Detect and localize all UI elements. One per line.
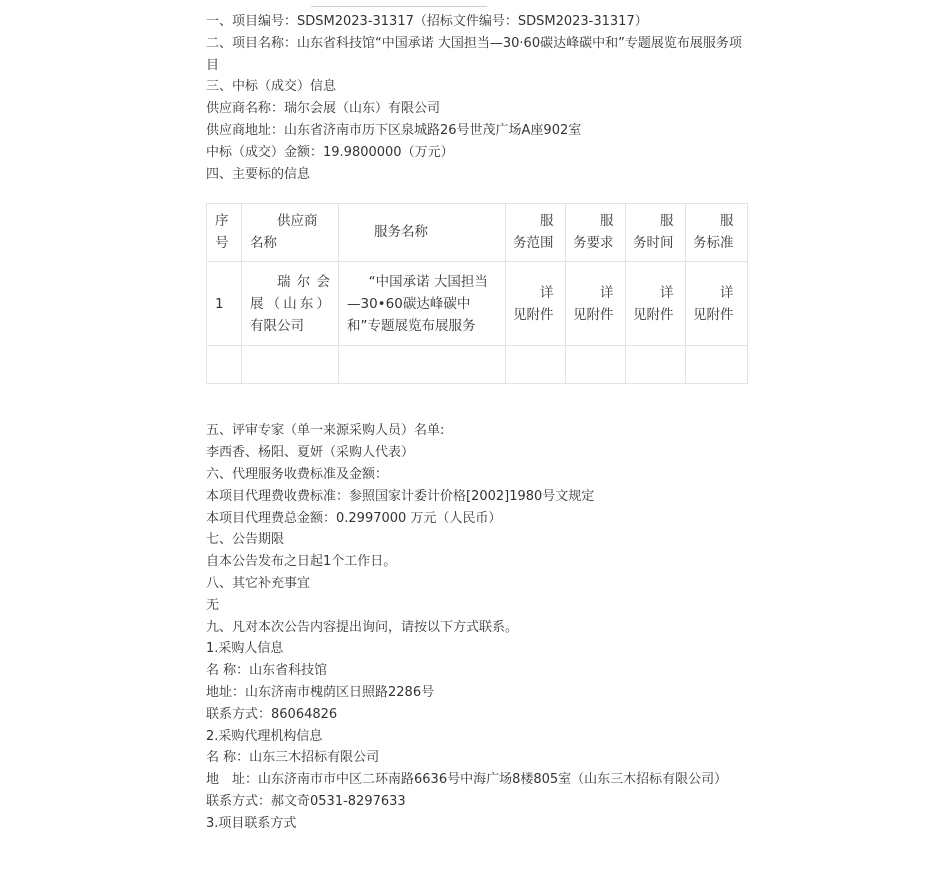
cell-service-time: 详见附件 — [626, 262, 686, 346]
fee-total: 本项目代理费总金额：0.2997000 万元（人民币） — [206, 510, 502, 526]
agency-heading: 2.采购代理机构信息 — [206, 728, 323, 744]
cell-service-name: “中国承诺 大国担当—30•60碳达峰碳中和”专题展览布展服务 — [339, 262, 506, 346]
agency-name: 名 称：山东三木招标有限公司 — [206, 750, 380, 766]
notice-period: 自本公告发布之日起1个工作日。 — [206, 554, 397, 570]
agency-address: 地 址：山东济南市市中区二环南路6636号中海广场8楼805室（山东三木招标有限公司） — [206, 772, 728, 788]
section-experts: 五、评审专家（单一来源采购人员）名单: — [206, 423, 445, 439]
announcement-body — [206, 11, 751, 835]
supplier-name: 供应商名称：瑞尔会展（山东）有限公司 — [206, 101, 441, 117]
purchaser-address: 地址：山东济南市槐荫区日照路2286号 — [206, 684, 435, 700]
experts-list: 李西香、杨阳、夏妍（采购人代表） — [206, 445, 415, 461]
cell-service-standard: 详见附件 — [686, 262, 748, 346]
section-notice-period: 七、公告期限 — [206, 532, 285, 548]
purchaser-name: 名 称：山东省科技馆 — [206, 663, 328, 679]
fee-standard: 本项目代理费收费标准：参照国家计委计价格[2002]1980号文规定 — [206, 488, 595, 504]
section-main-items: 四、主要标的信息 — [206, 166, 311, 182]
header-service-standard: 服务标准 — [686, 204, 748, 262]
cell-supplier: 瑞尔会展（山东）有限公司 — [242, 262, 339, 346]
section-other-matters: 八、其它补充事宜 — [206, 575, 311, 591]
project-number: 一、项目编号：SDSM2023-31317（招标文件编号：SDSM2023-31317） — [206, 14, 648, 29]
section-award-info: 三、中标（成交）信息 — [206, 79, 337, 95]
purchaser-phone: 联系方式：86064826 — [206, 706, 338, 722]
project-name: 二、项目名称：山东省科技馆“中国承诺 大国担当—30·60碳达峰碳中和”专题展览布展服务项目 — [206, 35, 742, 73]
section-contact: 九、凡对本次公告内容提出询问，请按以下方式联系。 — [206, 619, 519, 635]
section-agency-fee: 六、代理服务收费标准及金额： — [206, 466, 389, 482]
table-empty-row — [207, 346, 748, 384]
table-row — [207, 262, 748, 346]
agency-phone: 联系方式：郝文奇0531-8297633 — [206, 793, 406, 809]
header-seq: 序号 — [207, 204, 242, 262]
header-service-scope: 服务范围 — [506, 204, 566, 262]
table-header-row — [207, 204, 748, 262]
other-matters: 无 — [206, 597, 220, 613]
header-service-time: 服务时间 — [626, 204, 686, 262]
header-service-requirement: 服务要求 — [566, 204, 626, 262]
header-service-name: 服务名称 — [339, 204, 506, 262]
main-items-table — [206, 203, 748, 384]
cell-seq: 1 — [207, 262, 242, 346]
cell-service-requirement: 详见附件 — [566, 262, 626, 346]
project-contact-heading: 3.项目联系方式 — [206, 815, 297, 831]
cell-service-scope: 详见附件 — [506, 262, 566, 346]
header-supplier: 供应商名称 — [242, 204, 339, 262]
award-amount: 中标（成交）金额：19.9800000（万元） — [206, 144, 454, 160]
purchaser-heading: 1.采购人信息 — [206, 641, 284, 657]
supplier-address: 供应商地址：山东省济南市历下区泉城路26号世茂广场A座902室 — [206, 122, 582, 138]
top-divider — [311, 6, 487, 7]
